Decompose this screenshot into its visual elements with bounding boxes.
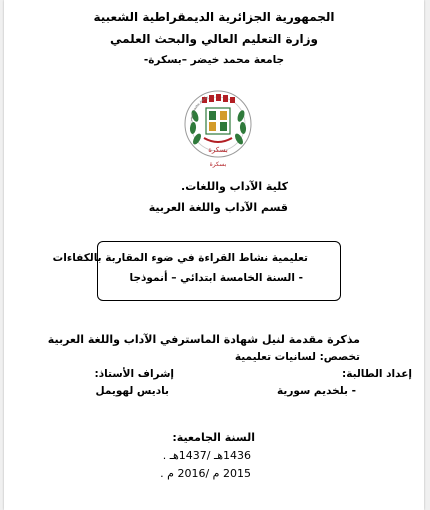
- republic-name: الجمهورية الجزائرية الديمقراطية الشعبية: [93, 10, 335, 24]
- thesis-subtitle: - السنة الخامسة ابتدائي – أنموذجا: [129, 272, 303, 284]
- thesis-title: تعليمية نشاط القراءة في ضوء المقاربة بالكفاءات: [52, 252, 308, 264]
- student-name: - بلخديم سورية: [277, 385, 356, 397]
- supervisor-label: إشراف الأستاذ:: [94, 368, 174, 380]
- logo-caption: بسكرة: [208, 146, 228, 154]
- academic-year-hijri: 1436هـ /1437هـ .: [162, 449, 251, 462]
- faculty-name: كلية الآداب واللغات.: [181, 180, 288, 193]
- thesis-title-box: [97, 241, 341, 301]
- logo-caption-bottom: بسكرة: [209, 161, 227, 168]
- university-name: جامعة محمد خيضر –بسكرة-: [143, 54, 285, 66]
- document-page: [4, 0, 424, 510]
- memo-description: مذكرة مقدمة لنيل شهادة الماسترفي الآداب واللغة العربية: [47, 333, 360, 346]
- university-logo: [182, 88, 254, 170]
- prepared-by-label: إعداد الطالبة:: [342, 368, 412, 380]
- department-name: قسم الآداب واللغة العربية: [148, 201, 288, 214]
- supervisor-name: باديس لهويمل: [95, 385, 169, 397]
- logo-ring-text: جامعة محمد خيضر: [187, 94, 210, 123]
- academic-year-gregorian: 2015 م /2016 م .: [160, 467, 251, 480]
- ministry-name: وزارة التعليم العالي والبحث العلمي: [109, 32, 319, 46]
- specialty: تخصص: لسانيات تعليمية: [234, 351, 360, 363]
- academic-year-label: السنة الجامعية:: [172, 431, 255, 444]
